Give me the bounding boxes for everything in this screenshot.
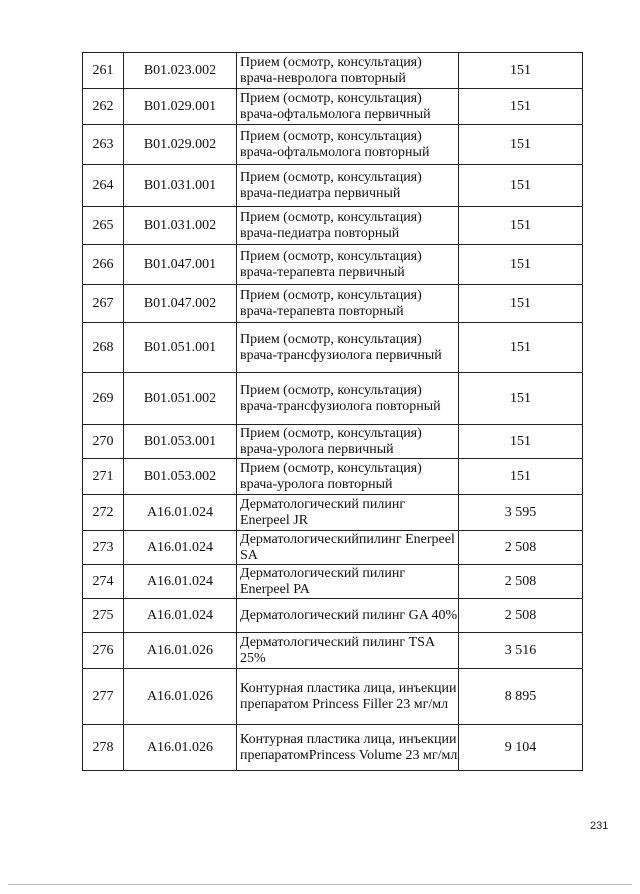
service-code-cell: B01.031.002 [124,207,237,245]
row-number-cell: 275 [83,599,124,633]
row-number-cell: 277 [83,669,124,725]
table-row [83,495,583,531]
row-number-cell: 276 [83,633,124,669]
row-number-cell: 268 [83,323,124,373]
row-number-cell: 266 [83,245,124,285]
service-code-cell: B01.029.001 [124,89,237,125]
service-name-cell: Прием (осмотр, консультация) врача-терапевта повторный [237,285,459,323]
price-cell: 151 [459,207,583,245]
table-row [83,53,583,89]
price-cell: 3 595 [459,495,583,531]
price-table [82,52,583,771]
price-cell: 151 [459,373,583,425]
row-number-cell: 269 [83,373,124,425]
bottom-rule [8,884,632,885]
table-row [83,125,583,165]
service-name-cell: Контурная пластика лица, инъекции препаратом Princess Filler 23 мг/мл [237,669,459,725]
price-cell: 3 516 [459,633,583,669]
table-row [83,425,583,459]
price-cell: 151 [459,125,583,165]
row-number-cell: 273 [83,531,124,565]
table-row [83,531,583,565]
service-name-cell: Дерматологический пилинг Enerpeel PA [237,565,459,599]
price-cell: 2 508 [459,565,583,599]
service-name-cell: Прием (осмотр, консультация) врача-невролога повторный [237,53,459,89]
service-name-cell: Прием (осмотр, консультация) врача-трансфузиолога первичный [237,323,459,373]
price-cell: 151 [459,459,583,495]
service-name-cell: Прием (осмотр, консультация) врача-офтальмолога повторный [237,125,459,165]
price-cell: 151 [459,165,583,207]
row-number-cell: 265 [83,207,124,245]
service-name-cell: Дерматологический пилинг GA 40% [237,599,459,633]
service-name-cell: Прием (осмотр, консультация) врача-уролога повторный [237,459,459,495]
price-table-body [83,53,583,771]
table-row [83,207,583,245]
price-cell: 151 [459,285,583,323]
service-code-cell: A16.01.024 [124,599,237,633]
price-cell: 151 [459,425,583,459]
table-row [83,165,583,207]
price-cell: 151 [459,323,583,373]
row-number-cell: 261 [83,53,124,89]
table-row [83,285,583,323]
table-row [83,725,583,771]
row-number-cell: 267 [83,285,124,323]
service-name-cell: Прием (осмотр, консультация) врача-терапевта первичный [237,245,459,285]
service-code-cell: A16.01.024 [124,565,237,599]
service-code-cell: A16.01.024 [124,531,237,565]
row-number-cell: 263 [83,125,124,165]
service-name-cell: Контурная пластика лица, инъекции препаратомPrincess Volume 23 мг/мл [237,725,459,771]
table-row [83,459,583,495]
service-code-cell: A16.01.024 [124,495,237,531]
table-row [83,89,583,125]
service-name-cell: Дерматологический пилинг TSA 25% [237,633,459,669]
price-cell: 2 508 [459,599,583,633]
table-row [83,599,583,633]
service-code-cell: A16.01.026 [124,633,237,669]
service-name-cell: Прием (осмотр, консультация) врача-уролога первичный [237,425,459,459]
service-name-cell: Прием (осмотр, консультация) врача-педиатра первичный [237,165,459,207]
service-code-cell: A16.01.026 [124,669,237,725]
table-row [83,669,583,725]
service-code-cell: B01.047.001 [124,245,237,285]
service-code-cell: B01.029.002 [124,125,237,165]
price-cell: 8 895 [459,669,583,725]
price-cell: 151 [459,89,583,125]
price-cell: 151 [459,245,583,285]
service-name-cell: Прием (осмотр, консультация) врача-трансфузиолога повторный [237,373,459,425]
service-code-cell: B01.047.002 [124,285,237,323]
row-number-cell: 274 [83,565,124,599]
service-code-cell: B01.053.001 [124,425,237,459]
price-cell: 9 104 [459,725,583,771]
service-code-cell: B01.031.001 [124,165,237,207]
service-name-cell: Прием (осмотр, консультация) врача-педиатра повторный [237,207,459,245]
service-name-cell: Дерматологический пилинг Enerpeel JR [237,495,459,531]
service-code-cell: B01.023.002 [124,53,237,89]
row-number-cell: 270 [83,425,124,459]
price-cell: 151 [459,53,583,89]
table-row [83,373,583,425]
table-row [83,245,583,285]
service-code-cell: B01.053.002 [124,459,237,495]
service-code-cell: B01.051.001 [124,323,237,373]
row-number-cell: 278 [83,725,124,771]
row-number-cell: 262 [83,89,124,125]
row-number-cell: 271 [83,459,124,495]
row-number-cell: 272 [83,495,124,531]
service-code-cell: B01.051.002 [124,373,237,425]
page-number: 231 [590,820,609,832]
service-name-cell: Дерматологическийпилинг Enerpeel SA [237,531,459,565]
row-number-cell: 264 [83,165,124,207]
table-row [83,633,583,669]
table-row [83,565,583,599]
price-cell: 2 508 [459,531,583,565]
service-code-cell: A16.01.026 [124,725,237,771]
service-name-cell: Прием (осмотр, консультация) врача-офтальмолога первичный [237,89,459,125]
table-row [83,323,583,373]
